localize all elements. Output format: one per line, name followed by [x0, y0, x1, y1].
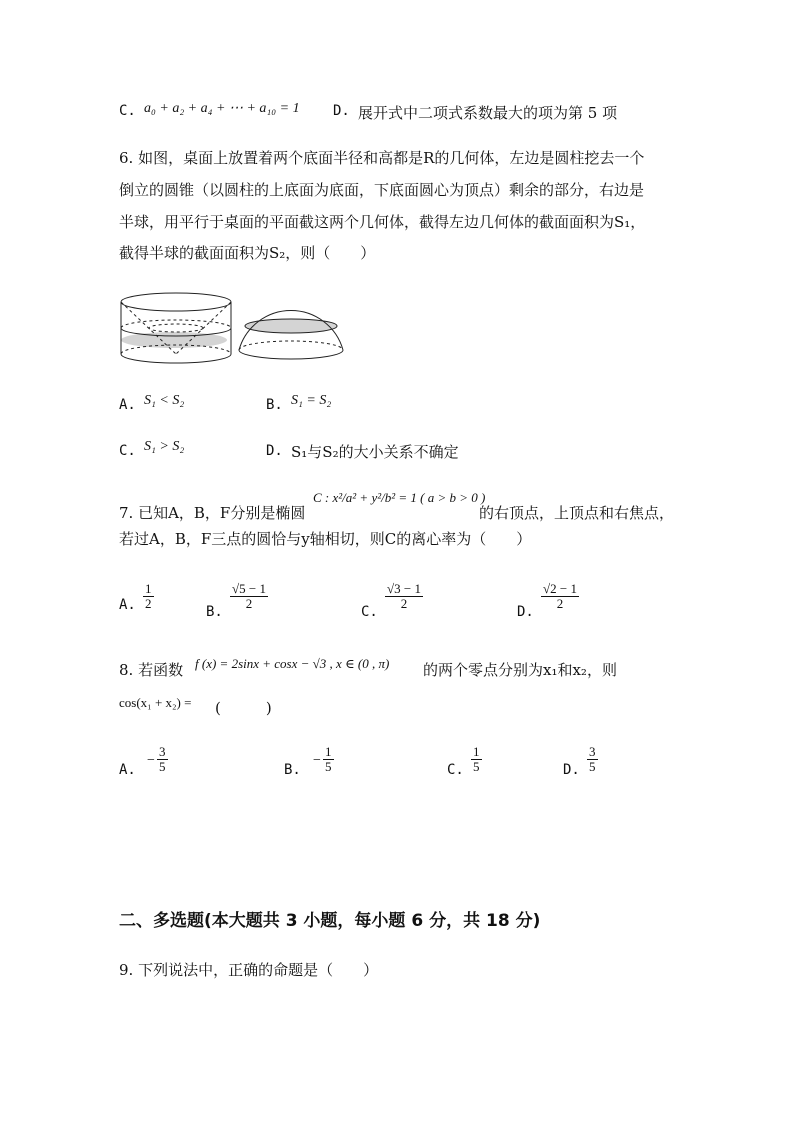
q8-option-a-numerator: 3 [159, 744, 166, 759]
q7-option-d-label: D. [517, 604, 534, 620]
q8-option-a-sign: − [147, 753, 155, 768]
hemisphere [239, 311, 343, 359]
q8-option-a-fraction [157, 745, 168, 774]
q6-option-c: S₁ > S₂ [144, 439, 185, 454]
q8-option-d-denominator: 5 [589, 759, 596, 774]
q8-stem-line-1-end: 的两个零点分别为x₁和x₂，则 [423, 661, 617, 679]
q6-stem-line-1: 6. 如图，桌面上放置着两个底面半径和高都是R的几何体，左边是圆柱挖去一个 [119, 149, 645, 167]
q6-stem-line-4: 截得半球的截面面积为S₂，则（ ） [119, 244, 376, 262]
q7-option-b-label: B. [206, 604, 223, 620]
q8-option-c-label: C. [447, 762, 464, 778]
q8-option-b-fraction [323, 745, 334, 774]
q7-stem-line-1-end: 的右顶点，上顶点和右焦点， [479, 504, 675, 522]
q6-option-c-label: C. [119, 443, 136, 459]
q8-function: f (x) = 2sinx + cosx − √3 , x ∈ (0 , π) [195, 656, 390, 671]
q5-option-c-formula: a₀ + a₂ + a₄ + ⋯ + a₁₀ = 1 [144, 101, 300, 116]
q7-option-c-denominator: 2 [400, 596, 408, 611]
q8-cos-expression: cos(x₁ + x₂) = [119, 695, 192, 710]
q6-option-b-label: B. [266, 397, 283, 413]
q6-figure [116, 288, 352, 368]
q7-option-b-numerator: √5 − 1 [232, 581, 266, 596]
q7-option-b-fraction [230, 582, 268, 611]
q6-option-a-label: A. [119, 397, 136, 413]
q8-option-d-numerator: 3 [589, 744, 596, 759]
q7-option-c-label: C. [361, 604, 378, 620]
q7-option-c-fraction [385, 582, 423, 611]
q8-stem-line-1-start: 8. 若函数 [119, 661, 184, 679]
q6-stem-line-3: 半球，用平行于桌面的平面截这两个几何体，截得左边几何体的截面面积为S₁， [119, 213, 646, 231]
q8-option-c-numerator: 1 [473, 744, 480, 759]
q5-option-d-text: 展开式中二项式系数最大的项为第 5 项 [358, 104, 618, 122]
q8-option-d-fraction [587, 745, 598, 774]
cylinder-with-cone [121, 293, 231, 363]
q7-stem-line-1-start: 7. 已知A，B，F分别是椭圆 [119, 504, 306, 522]
q7-ellipse-equation: C : x²/a² + y²/b² = 1 ( a > b > 0 ) [313, 490, 486, 505]
q7-option-d-fraction [541, 582, 579, 611]
q6-option-b: S₁ = S₂ [291, 393, 332, 408]
q8-option-b-denominator: 5 [325, 759, 332, 774]
q7-option-a-label: A. [119, 597, 136, 613]
q6-stem-line-2: 倒立的圆锥（以圆柱的上底面为底面，下底面圆心为顶点）剩余的部分，右边是 [119, 181, 645, 199]
q5-option-d-label: D. [333, 103, 350, 119]
section-heading-multiple-choice: 二、多选题(本大题共 3 小题，每小题 6 分，共 18 分) [119, 911, 541, 931]
q5-option-c-label: C. [119, 103, 136, 119]
q6-option-d-label: D. [266, 443, 283, 459]
q9-stem-line-1: 9. 下列说法中，正确的命题是（ ） [119, 961, 379, 979]
q7-option-a-denominator: 2 [145, 596, 152, 611]
q8-option-b-sign: − [313, 753, 321, 768]
q7-option-c-numerator: √3 − 1 [387, 581, 421, 596]
q7-option-b-denominator: 2 [245, 596, 253, 611]
q6-option-a: S₁ < S₂ [144, 393, 185, 408]
q8-option-a-denominator: 5 [159, 759, 166, 774]
q7-stem-line-2: 若过A，B，F三点的圆恰与y轴相切，则C的离心率为（ ） [119, 530, 532, 548]
q8-answer-paren: ( ) [215, 699, 272, 717]
q8-option-b-label: B. [284, 762, 301, 778]
q8-option-b-numerator: 1 [325, 744, 332, 759]
q6-option-d: S₁与S₂的大小关系不确定 [291, 443, 459, 461]
q7-option-a-numerator: 1 [145, 581, 152, 596]
q7-option-d-numerator: √2 − 1 [543, 581, 577, 596]
q8-option-c-denominator: 5 [473, 759, 480, 774]
q7-option-d-denominator: 2 [556, 596, 564, 611]
q8-option-c-fraction [471, 745, 482, 774]
q7-option-a-fraction [143, 582, 154, 611]
q8-option-d-label: D. [563, 762, 580, 778]
q8-option-a-label: A. [119, 762, 136, 778]
